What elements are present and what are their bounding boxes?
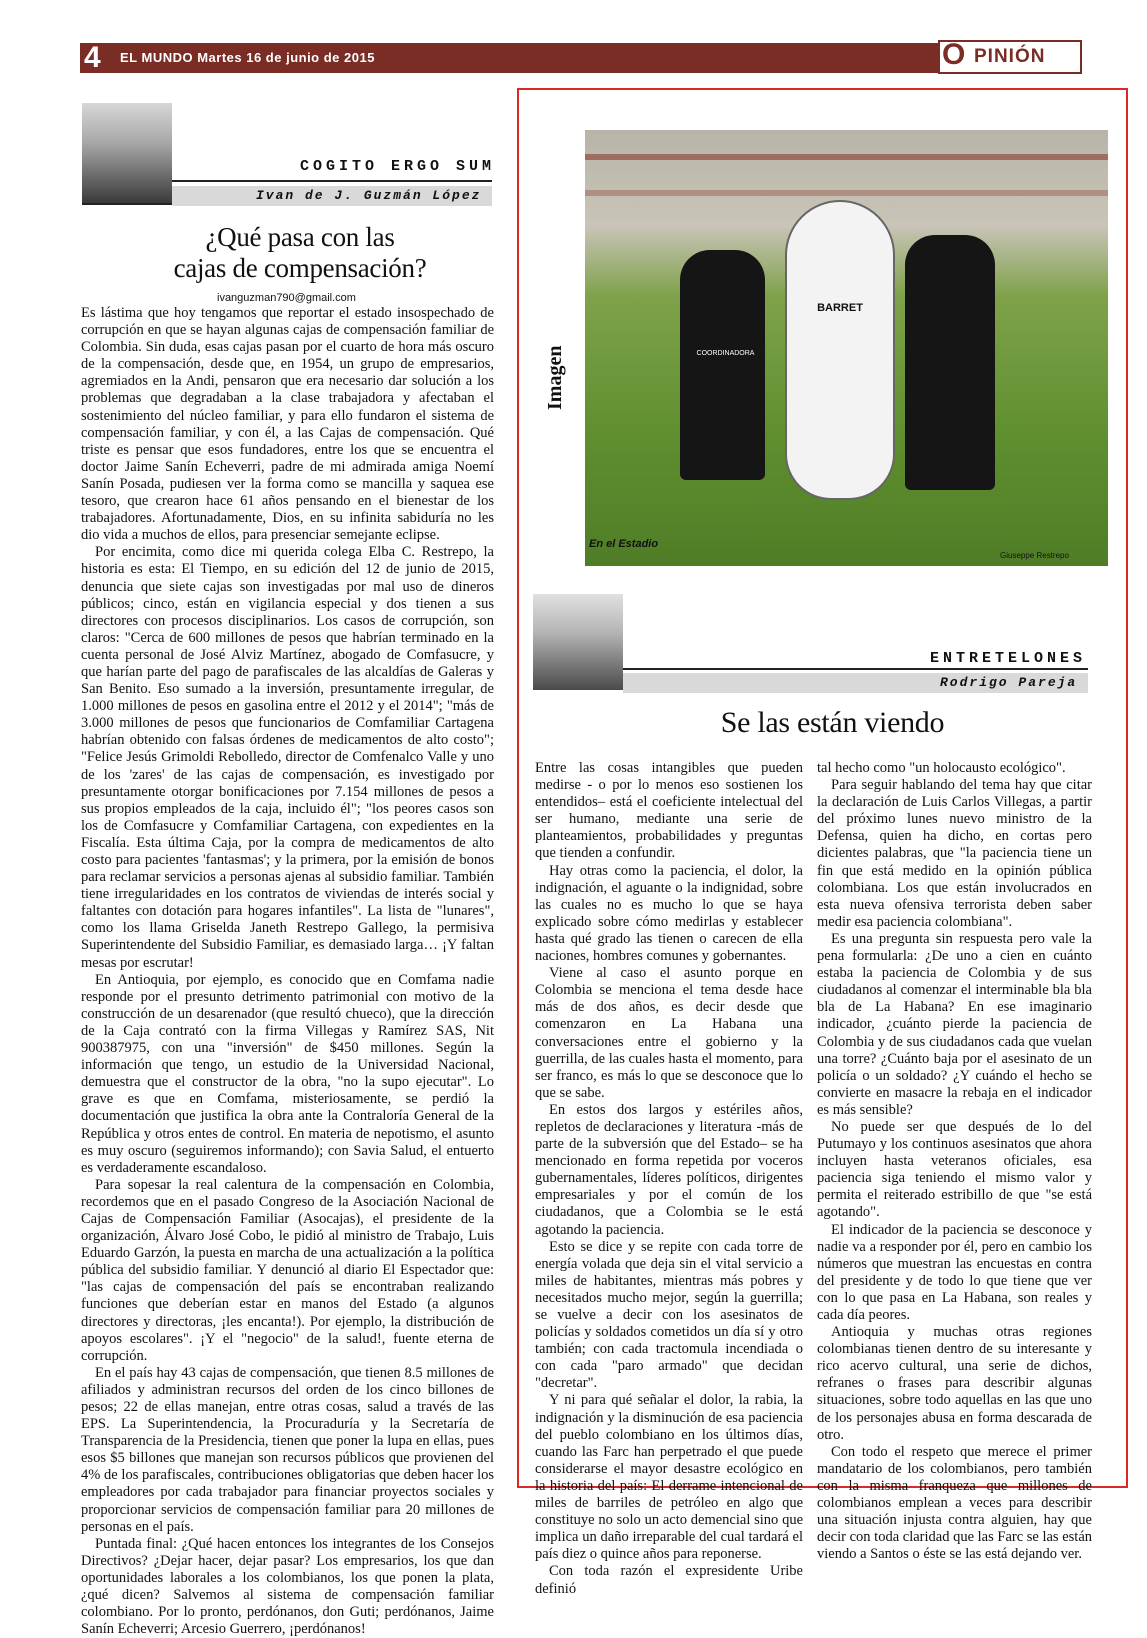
paragraph: En Antioquia, por ejemplo, es conocido que en Comfama nadie responde por el presunto detrimento patrimonial con motivo de la construcción de un desarenador (que resultó chueco), que la dirección de la Caja contrató con la firma Villegas y Ramírez SAS, Nit 900387975, con una "inversión" de $450 millones. Según la información que tengo, un estudio de la Universidad Nacional, demuestra que el constructor de la obra, "no la supo ejecutar". Lo grave es que en Comfama, misteriosamente, se perdió la documentación que justifica la obra ante la Contraloría General de la República y otros entes de control. En materia de nepotismo, el asunto es muy oscuro (seguiremos informando); con Savia Salud, el entuerto es verdaderamente escandaloso. [81, 971, 494, 1176]
stands-band [585, 154, 1108, 160]
page-number: 4 [84, 41, 101, 74]
paragraph: Es lástima que hoy tengamos que reportar el estado insospechado de corrupción en que se hayan algunas cajas de compensación familiar de Colombia. Sin duda, esas cajas pasan por el cuarto de hora más oscuro de la compensación, desde que, en 1954, un grupo de empresarios, agremiados en la Andi, pensaron que era necesario dar solución a los problemas que degradaban a la clase trabajadora y afectaban el sostenimiento del núcleo familiar, y para ello fundaron el sistema de compensación familiar, y con él, a las Cajas de compensación. Qué triste es pensar que esos fundadores, entre los que se encuentra el doctor Jaime Sanín Echeverri, padre de mi admirada amiga Noemí Sanín Posada, pudiesen ver la forma como se mancilla y saquea ese tesoro, que crearon hace 61 años pensando en el bienestar de los trabajadores. Afortunadamente, Dios, en su infinita sabiduría no les dio vida a muchos de ellos, para presenciar semejante eclipse. [81, 305, 494, 544]
section-initial: O [942, 38, 966, 71]
paragraph: Y ni para qué señalar el dolor, la rabia, la indignación y la disminución de esa paciencia del pueblo colombiano en los últimos días, cuando las Farc han perpetrado el que puede considerarse el mayor desastre ecológico en la historia del país: El derrame intencional de miles de barriles de petróleo en algo que constituye no solo un acto demencial sino que implica un daño irreparable del cual tardará el país diez o quince años para reponerse. [535, 1392, 803, 1563]
author-photo-right [533, 594, 623, 690]
paragraph: Puntada final: ¿Qué hacen entonces los integrantes de los Consejos Directivos? ¿Dejar hacer, dejar pasar? Los empresarios, los que dan oportunidades laborales a los colombianos, los que ponen la plata, ¿qué dicen? Salvemos al sistema de compensación familiar colombiano. Por lo pronto, perdónanos, don Guti; perdónanos, Jaime Sanín Echeverri; Arcesio Guerrero, ¡perdónanos! [81, 1535, 494, 1638]
stadium-photo [585, 130, 1108, 566]
shirt-print: COORDINADORA [696, 350, 755, 357]
author-right: Rodrigo Pareja [940, 675, 1078, 690]
column-rule [623, 668, 1088, 670]
paragraph: Para sopesar la real calentura de la compensación en Colombia, recordemos que en el pasado Congreso de la Asociación Nacional de Cajas de Compensación Familiar (Asocajas), el presidente de la organización, Álvaro José Cobo, le pidió al ministro de Trabajo, Luis Eduardo Garzón, la puesta en marcha de una actualización a la política pública del subsidio familiar. Y denunció al diario El Espectador que: "las cajas de compensación del país se encontraban realizando funciones que deberían estar en manos del Estado (a algunos directores y directoras, ¡les encanta!). Por ejemplo, la distribución de apoyos escolares". ¡Y el "negocio" de la salud!, fuente eterna de corrupción. [81, 1176, 494, 1364]
player-right [905, 235, 995, 490]
paragraph: Antioquia y muchas otras regiones colombianas tienen dentro de su interesante y rico acervo cultural, una serie de dichos, refranes o frases para describir algunas situaciones, sobre todo aquellas en las que uno de los personajes abusa en forma descarada de otro. [817, 1324, 1092, 1443]
stands-band [585, 190, 1108, 196]
paragraph: El indicador de la paciencia se desconoce y nadie va a responder por él, pero en cambio los números que muestran las encuestas en contra del presidente y de todo lo que tiene que ver con lo que pasa en La Habana, son reales y cada día peores. [817, 1221, 1092, 1323]
paragraph: Es una pregunta sin respuesta pero vale la pena formularla: ¿De uno a cien en cuánto estaba la paciencia de Colombia y de sus ciudadanos al comenzar el interminable bla bla bla de La Habana? En ese imaginario indicador, ¿cuánto pierde la paciencia de Colombia y de sus ciudadanos cada que vuelan una torre? ¿Cuánto baja por el asesinato de un policía o un soldado? ¿Y cuándo el hecho se convierte en masacre la rebaja en el indicador es más sensible? [817, 930, 1092, 1118]
paragraph: No puede ser que después de lo del Putumayo y los continuos asesinatos que ahora incluyen hasta veteranos oficiales, esa paciencia siga teniendo el mismo valor y permita el reiterado estribillo de que "se está agotando". [817, 1118, 1092, 1221]
player-left [680, 250, 765, 480]
column-name-right: ENTRETELONES [930, 650, 1087, 667]
column-rule [172, 180, 492, 182]
author-left: Ivan de J. Guzmán López [256, 188, 482, 203]
paragraph: Entre las cosas intangibles que pueden medirse - o por lo menos eso sostienen los entendidos– está el coeficiente intelectual del ser humano, mediante una serie de planteamientos, probabilidades y preguntas que tienden a confundir. [535, 760, 803, 862]
headline-right: Se las están viendo [720, 706, 945, 739]
paragraph: En el país hay 43 cajas de compensación, que tienen 8.5 millones de afiliados y administran recursos del orden de los cinco billones de pesos; 22 de ellas manejan, entre otras cosas, salud a través de las EPS. La Superintendencia, la Procuraduría y la Secretaría de Transparencia de la Presidencia, tienen que poner la lupa en ellas, pues esos $5 billones que manejan son recursos públicos que provienen del 4% de los parafiscales, contribuciones obligatorias que deben hacer los empleadores por cada trabajador para financiar proyectos sociales y proporcionar servicios de compensación familiar para 20 millones de personas en el país. [81, 1364, 494, 1535]
paper-date: EL MUNDO Martes 16 de junio de 2015 [120, 50, 375, 65]
headline-left-line1: ¿Qué pasa con las [205, 222, 395, 252]
paragraph: Esto se dice y se repite con cada torre de energía volada que deja sin el vital servicio a miles de habitantes, mientras más pobres y necesitados mucho mejor, según la guerrilla; se vuelve a decir con los asesinatos de policías y soldados cometidos un día sí y otro también; con cada tractomula incendiada o con cada "paro armado" que decidan "decretar". [535, 1238, 803, 1392]
paragraph: Con toda razón el expresidente Uribe definió [535, 1563, 803, 1597]
paragraph: Por encimita, como dice mi querida colega Elba C. Restrepo, la historia es esta: El Tiempo, en su edición del 12 de junio de 2015, denuncia que siete cajas son investigadas por mal uso de dineros públicos; cinco, están en vigilancia especial y dos tienen a sus directores con procesos disciplinarios. Los casos de corrupción, son claros: "Cerca de 600 millones de pesos que habrían terminado en la cuenta personal de José Alviz Martínez, abogado de Comfasucre, y que harían parte del pago de parafiscales de las alcaldías de Galeras y San Benito. Eso sumado a la inversión, presuntamente irregular, de 1.000 millones de pesos en gasolina entre el 2012 y el 2014"; "más de 3.000 millones de pesos que funcionarios de Comfamiliar Cartagena habrían obtenido con falsas órdenes de medicamentos de alto costo"; "Felice Jesús Grimoldi Rebolledo, director de Comfenalco Valle y uno de los 'zares' de las cajas de compensación, es investigado por presuntamente otorgar bonificaciones por 7.154 millones de pesos a sus propios empleados de la caja, incluido él"; "los peores casos son los de Comfasucre y Comfamiliar Cartagena, con expedientes en la Fiscalía. Esta última Caja, por la compra de medicamentos de alto costo para pacientes 'fantasmas'; y la primera, por la emisión de bonos para reclamar servicios a personas ajenas al subsidio familiar. También tiene irregularidades en los contratos de viviendas de interés social y faltantes con dotación para hogares infantiles". La lista de "lunares", como los llama Griselda Janeth Restrepo Gallego, la permisiva Superintendente del Subsidio Familiar, es demasiado larga… ¡Y faltan mesas por escrutar! [81, 544, 494, 971]
paragraph: Hay otras como la paciencia, el dolor, la indignación, el aguante o la indignidad, sobre las cuales no es mucho lo que se haya explicado sobre cómo medirlas y establecer hasta qué grado las tienen o carecen de ella naciones, hombres comunes y gobernantes. [535, 862, 803, 965]
author-email: ivanguzman790@gmail.com [217, 292, 356, 304]
headline-left-line2: cajas de compensación? [173, 253, 427, 283]
section-label: PINIÓN [974, 46, 1046, 67]
training-dummy [785, 200, 895, 500]
article-body-left [81, 305, 494, 1638]
paragraph: tal hecho como "un holocausto ecológico". [817, 760, 1066, 776]
paragraph: Viene al caso el asunto porque en Colombia se menciona el tema desde hace más de dos años, es decir desde que comenzaron en La Habana una conversaciones entre el gobierno y la guerrilla, de las cuales hasta el momento, para ser franco, es más lo que se desconoce que lo que se sabe. [535, 965, 803, 1101]
headline-left [130, 222, 470, 284]
paragraph: Para seguir hablando del tema hay que citar la declaración de Luis Carlos Villegas, a partir del próximo lunes nuevo ministro de la Defensa, quien ha dicho, en cortas pero dicientes palabras, que "la paciencia tiene un fin que está medido en la opinión pública colombiana. Los que están involucrados en esta nueva ofensiva terrorista deben saber medir esa paciencia colombiana". [817, 777, 1092, 930]
column-name-left: COGITO ERGO SUM [300, 158, 496, 175]
paragraph: En estos dos largos y estériles años, repletos de declaraciones y literatura -más de parte de la subversión que del Estado– se ha mencionado en forma repetida por voceros gubernamentales, líderes políticos, dirigentes empresariales y por el común de los ciudadanos, que a Colombia se le está agotando la paciencia. [535, 1101, 803, 1238]
dummy-label: BARRET [817, 302, 863, 314]
image-section-label: Imagen [544, 345, 566, 410]
paragraph: Con todo el respeto que merece el primer mandatario de los colombianos, pero también con la misma franqueza que millones de colombianos emplean a veces para describir una situación injusta contra alguien, hay que decir con toda claridad que las Farc se las están viendo a Santos o éste se las está dejando ver. [817, 1443, 1092, 1563]
photo-credit: Giuseppe Restrepo [1000, 551, 1069, 560]
article-body-right-col1 [535, 760, 803, 1597]
author-photo-left [82, 103, 172, 205]
photo-caption: En el Estadio [589, 538, 659, 550]
article-body-right-col2 [817, 760, 1092, 1563]
